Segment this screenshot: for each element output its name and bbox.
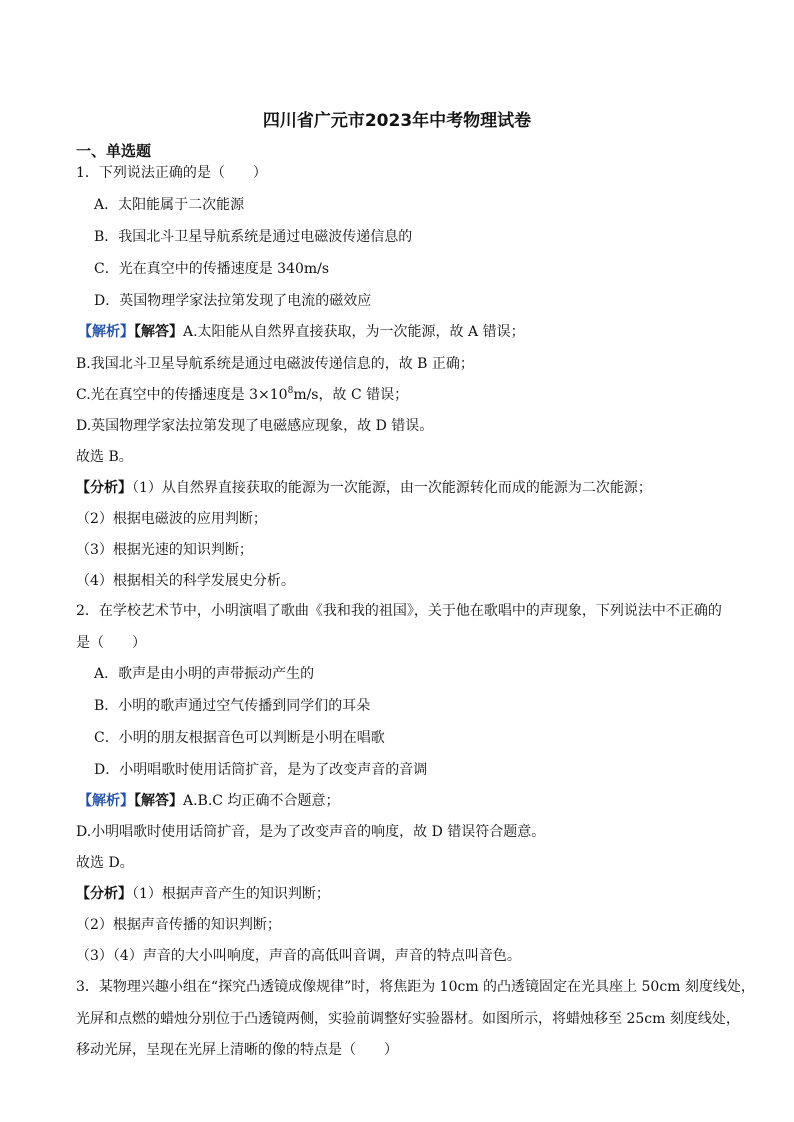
answer-c-rest: m/s，故 C 错误； [293, 387, 409, 403]
answer-c-text: C.光在真空中的传播速度是 3×10 [76, 387, 288, 403]
section-heading: 一、单选题 [76, 142, 152, 160]
answer-label: 【解答】 [134, 793, 183, 809]
question-1-answer-a [78, 322, 525, 342]
question-3-stem-line-2: 光屏和点燃的蜡烛分别位于凸透镜两侧，实验前调整好实验器材。如图所示，将蜡烛移至 25cm 刻度线处， [76, 1011, 740, 1027]
question-2-option-a: A．歌声是由小明的声带振动产生的 [94, 666, 315, 682]
question-2-analysis-3: （3）（4）声音的大小叫响度，声音的高低叫音调，声音的特点叫音色。 [76, 948, 521, 964]
question-2-stem-line-1: 2．在学校艺术节中，小明演唱了歌曲《我和我的祖国》，关于他在歌唱中的声现象，下列说法中不正确的 [76, 603, 722, 619]
answer-text: A.B.C 均正确不合题意； [183, 793, 340, 809]
question-1-analysis-3: （3）根据光速的知识判断； [76, 542, 253, 558]
analysis-label: 【分析】 [76, 886, 132, 902]
analysis-text: （1）根据声音产生的知识判断； [132, 886, 330, 902]
analysis-text: （1）从自然界直接获取的能源为一次能源，由一次能源转化而成的能源为二次能源； [132, 480, 652, 496]
question-2-option-c: C．小明的朋友根据音色可以判断是小明在唱歌 [94, 730, 385, 746]
question-1-option-b: B．我国北斗卫星导航系统是通过电磁波传递信息的 [94, 229, 413, 245]
question-1-analysis-4: （4）根据相关的科学发展史分析。 [76, 573, 295, 589]
question-1-answer-d: D.英国物理学家法拉第发现了电磁感应现象，故 D 错误。 [76, 418, 434, 434]
question-1-option-c: C．光在真空中的传播速度是 340m/s [94, 261, 330, 277]
jiexi-tag: 【解析】 [78, 793, 134, 809]
question-1-answer-b: B.我国北斗卫星导航系统是通过电磁波传递信息的，故 B 正确； [76, 356, 474, 372]
question-1-stem: 1．下列说法正确的是（ ） [76, 165, 267, 181]
analysis-label: 【分析】 [76, 480, 132, 496]
question-2-answer-abc [78, 791, 339, 811]
question-2-option-d: D．小明唱歌时使用话筒扩音，是为了改变声音的音调 [94, 762, 428, 778]
question-2-option-b: B．小明的歌声通过空气传播到同学们的耳朵 [94, 698, 371, 714]
page-title: 四川省广元市2023年中考物理试卷 [262, 111, 532, 131]
answer-text: A.太阳能从自然界直接获取，为一次能源，故 A 错误； [183, 324, 525, 340]
question-3-stem-line-3: 移动光屏，呈现在光屏上清晰的像的特点是（ ） [76, 1042, 398, 1058]
question-1-option-d: D．英国物理学家法拉第发现了电流的磁效应 [94, 293, 372, 309]
question-3-stem-line-1: 3．某物理兴趣小组在“探究凸透镜成像规律”时，将焦距为 10cm 的凸透镜固定在光具座上 50cm 刻度线处， [76, 979, 755, 995]
question-2-choice: 故选 D。 [76, 855, 134, 871]
question-2-analysis-1 [76, 884, 330, 904]
question-1-choice: 故选 B。 [76, 449, 133, 465]
question-2-stem-line-2: 是（ ） [76, 635, 146, 651]
question-1-analysis-2: （2）根据电磁波的应用判断； [76, 511, 267, 527]
question-2-analysis-2: （2）根据声音传播的知识判断； [76, 917, 281, 933]
question-1-option-a: A．太阳能属于二次能源 [94, 197, 245, 213]
question-1-answer-c [76, 385, 408, 405]
question-1-analysis-1 [76, 478, 652, 498]
question-2-answer-d: D.小明唱歌时使用话筒扩音，是为了改变声音的响度，故 D 错误符合题意。 [76, 824, 546, 840]
answer-label: 【解答】 [134, 324, 183, 340]
jiexi-tag: 【解析】 [78, 324, 134, 340]
exponent: 8 [287, 386, 294, 396]
